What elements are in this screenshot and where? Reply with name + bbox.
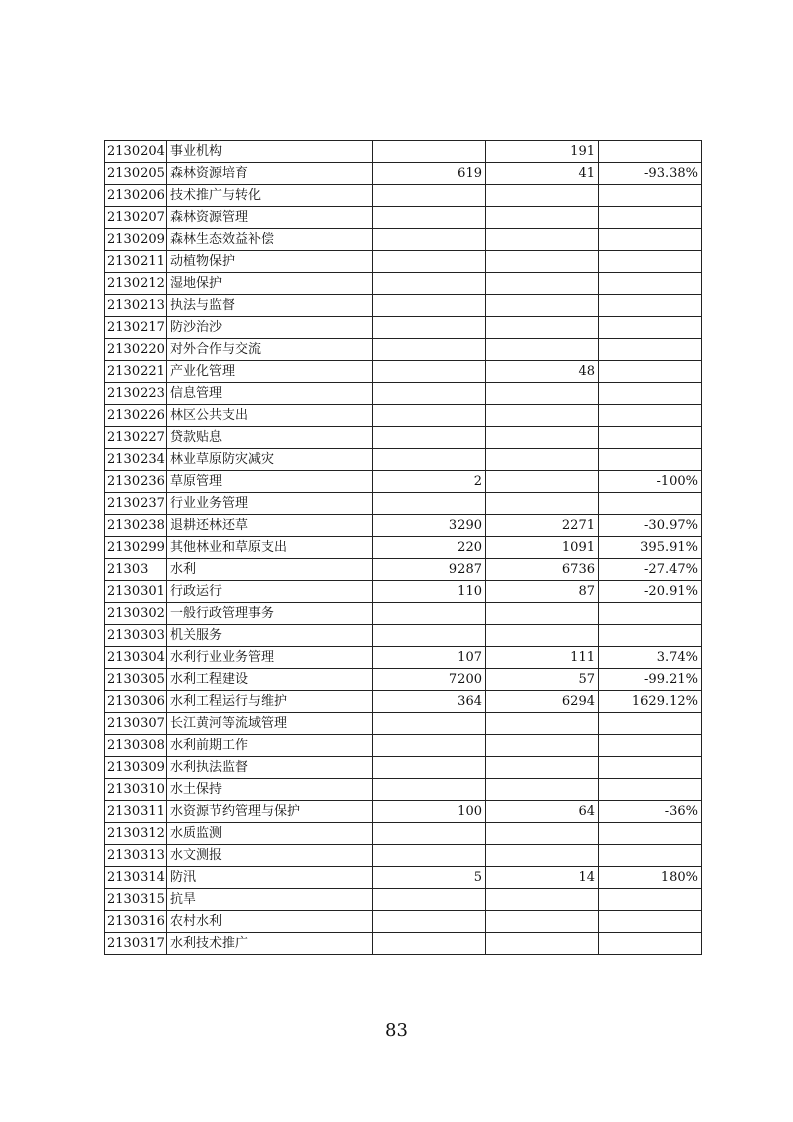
prior-year-amount-cell: 619 [373,163,486,185]
table-row [105,625,702,647]
prior-year-amount-cell [373,361,486,383]
item-name-cell: 林区公共支出 [167,405,373,427]
item-name-cell: 技术推广与转化 [167,185,373,207]
change-percent-cell [599,933,702,955]
current-year-amount-cell: 1091 [486,537,599,559]
current-year-amount-cell [486,229,599,251]
table-row [105,273,702,295]
item-code-cell: 2130301 [105,581,167,603]
change-percent-cell: 180% [599,867,702,889]
table-row [105,889,702,911]
table-row [105,251,702,273]
prior-year-amount-cell [373,603,486,625]
item-name-cell: 一般行政管理事务 [167,603,373,625]
item-code-cell: 2130212 [105,273,167,295]
item-code-cell: 2130221 [105,361,167,383]
item-code-cell: 2130309 [105,757,167,779]
prior-year-amount-cell: 100 [373,801,486,823]
current-year-amount-cell: 64 [486,801,599,823]
current-year-amount-cell: 14 [486,867,599,889]
change-percent-cell [599,251,702,273]
item-name-cell: 水利工程建设 [167,669,373,691]
item-code-cell: 2130206 [105,185,167,207]
item-code-cell: 2130317 [105,933,167,955]
table-row [105,911,702,933]
item-code-cell: 2130238 [105,515,167,537]
item-name-cell: 贷款贴息 [167,427,373,449]
prior-year-amount-cell: 220 [373,537,486,559]
table-row [105,493,702,515]
change-percent-cell [599,427,702,449]
prior-year-amount-cell [373,229,486,251]
current-year-amount-cell [486,889,599,911]
item-code-cell: 2130306 [105,691,167,713]
current-year-amount-cell: 48 [486,361,599,383]
prior-year-amount-cell: 5 [373,867,486,889]
change-percent-cell: -30.97% [599,515,702,537]
item-code-cell: 2130213 [105,295,167,317]
item-name-cell: 水利执法监督 [167,757,373,779]
current-year-amount-cell [486,471,599,493]
change-percent-cell [599,273,702,295]
change-percent-cell [599,383,702,405]
current-year-amount-cell [486,911,599,933]
table-row [105,647,702,669]
item-name-cell: 信息管理 [167,383,373,405]
prior-year-amount-cell: 364 [373,691,486,713]
table-row [105,295,702,317]
table-row [105,867,702,889]
item-name-cell: 水质监测 [167,823,373,845]
prior-year-amount-cell [373,933,486,955]
change-percent-cell: 1629.12% [599,691,702,713]
table-row [105,339,702,361]
item-name-cell: 对外合作与交流 [167,339,373,361]
item-name-cell: 动植物保护 [167,251,373,273]
item-code-cell: 2130211 [105,251,167,273]
prior-year-amount-cell [373,427,486,449]
table-row [105,823,702,845]
table-row [105,207,702,229]
table-row [105,361,702,383]
change-percent-cell [599,185,702,207]
current-year-amount-cell: 6294 [486,691,599,713]
current-year-amount-cell [486,207,599,229]
current-year-amount-cell [486,295,599,317]
item-code-cell: 2130315 [105,889,167,911]
table-row [105,515,702,537]
item-name-cell: 行业业务管理 [167,493,373,515]
current-year-amount-cell: 57 [486,669,599,691]
table-row [105,559,702,581]
change-percent-cell [599,229,702,251]
current-year-amount-cell [486,713,599,735]
current-year-amount-cell [486,779,599,801]
prior-year-amount-cell [373,779,486,801]
prior-year-amount-cell [373,845,486,867]
item-name-cell: 防汛 [167,867,373,889]
item-name-cell: 林业草原防灾减灾 [167,449,373,471]
item-code-cell: 2130310 [105,779,167,801]
item-name-cell: 水资源节约管理与保护 [167,801,373,823]
current-year-amount-cell: 41 [486,163,599,185]
table-row [105,317,702,339]
item-code-cell: 2130234 [105,449,167,471]
page-number: 83 [385,1020,408,1041]
item-code-cell: 2130312 [105,823,167,845]
prior-year-amount-cell [373,449,486,471]
change-percent-cell [599,603,702,625]
current-year-amount-cell [486,317,599,339]
current-year-amount-cell: 191 [486,141,599,163]
current-year-amount-cell: 111 [486,647,599,669]
prior-year-amount-cell [373,141,486,163]
table-row [105,735,702,757]
table-row [105,581,702,603]
item-name-cell: 水利 [167,559,373,581]
change-percent-cell [599,735,702,757]
prior-year-amount-cell [373,317,486,339]
change-percent-cell [599,889,702,911]
change-percent-cell [599,295,702,317]
prior-year-amount-cell [373,823,486,845]
current-year-amount-cell [486,625,599,647]
change-percent-cell [599,493,702,515]
current-year-amount-cell: 87 [486,581,599,603]
item-code-cell: 2130205 [105,163,167,185]
prior-year-amount-cell [373,339,486,361]
prior-year-amount-cell [373,757,486,779]
prior-year-amount-cell [373,625,486,647]
change-percent-cell [599,779,702,801]
table-row [105,779,702,801]
prior-year-amount-cell [373,185,486,207]
change-percent-cell: -99.21% [599,669,702,691]
table-row [105,845,702,867]
table-row [105,537,702,559]
item-code-cell: 2130316 [105,911,167,933]
prior-year-amount-cell: 3290 [373,515,486,537]
table-row [105,427,702,449]
change-percent-cell: 3.74% [599,647,702,669]
item-name-cell: 抗旱 [167,889,373,911]
prior-year-amount-cell: 2 [373,471,486,493]
table-row [105,713,702,735]
change-percent-cell [599,405,702,427]
table-row [105,383,702,405]
item-name-cell: 水利行业业务管理 [167,647,373,669]
current-year-amount-cell [486,427,599,449]
prior-year-amount-cell [373,493,486,515]
item-code-cell: 2130302 [105,603,167,625]
prior-year-amount-cell [373,911,486,933]
current-year-amount-cell [486,449,599,471]
item-name-cell: 水利工程运行与维护 [167,691,373,713]
change-percent-cell: -36% [599,801,702,823]
item-name-cell: 行政运行 [167,581,373,603]
budget-table-body [105,141,702,955]
table-row [105,185,702,207]
table-row [105,163,702,185]
table-row [105,141,702,163]
current-year-amount-cell [486,845,599,867]
item-code-cell: 2130299 [105,537,167,559]
prior-year-amount-cell [373,383,486,405]
item-code-cell: 2130313 [105,845,167,867]
item-name-cell: 水土保持 [167,779,373,801]
table-row [105,801,702,823]
item-name-cell: 退耕还林还草 [167,515,373,537]
current-year-amount-cell: 6736 [486,559,599,581]
item-name-cell: 机关服务 [167,625,373,647]
prior-year-amount-cell [373,295,486,317]
item-name-cell: 防沙治沙 [167,317,373,339]
prior-year-amount-cell [373,889,486,911]
item-code-cell: 2130226 [105,405,167,427]
table-row [105,471,702,493]
change-percent-cell [599,757,702,779]
change-percent-cell [599,713,702,735]
prior-year-amount-cell [373,251,486,273]
item-code-cell: 2130237 [105,493,167,515]
item-name-cell: 水文测报 [167,845,373,867]
current-year-amount-cell [486,603,599,625]
current-year-amount-cell [486,185,599,207]
change-percent-cell: -100% [599,471,702,493]
item-name-cell: 农村水利 [167,911,373,933]
item-code-cell: 2130305 [105,669,167,691]
budget-table [104,140,702,955]
prior-year-amount-cell [373,713,486,735]
table-row [105,405,702,427]
current-year-amount-cell [486,823,599,845]
table-row [105,691,702,713]
table-row [105,933,702,955]
change-percent-cell [599,339,702,361]
current-year-amount-cell [486,383,599,405]
change-percent-cell [599,141,702,163]
table-row [105,757,702,779]
change-percent-cell [599,911,702,933]
change-percent-cell: 395.91% [599,537,702,559]
current-year-amount-cell: 2271 [486,515,599,537]
change-percent-cell [599,317,702,339]
item-name-cell: 森林生态效益补偿 [167,229,373,251]
change-percent-cell [599,845,702,867]
current-year-amount-cell [486,339,599,361]
current-year-amount-cell [486,933,599,955]
item-name-cell: 森林资源培育 [167,163,373,185]
item-name-cell: 长江黄河等流域管理 [167,713,373,735]
item-name-cell: 水利技术推广 [167,933,373,955]
change-percent-cell [599,449,702,471]
item-code-cell: 2130227 [105,427,167,449]
current-year-amount-cell [486,405,599,427]
table-row [105,229,702,251]
item-code-cell: 2130304 [105,647,167,669]
prior-year-amount-cell: 107 [373,647,486,669]
item-code-cell: 2130209 [105,229,167,251]
prior-year-amount-cell: 7200 [373,669,486,691]
item-name-cell: 产业化管理 [167,361,373,383]
item-code-cell: 2130311 [105,801,167,823]
item-code-cell: 2130207 [105,207,167,229]
item-name-cell: 水利前期工作 [167,735,373,757]
item-code-cell: 21303 [105,559,167,581]
current-year-amount-cell [486,757,599,779]
table-row [105,603,702,625]
item-code-cell: 2130307 [105,713,167,735]
change-percent-cell [599,625,702,647]
table-row [105,669,702,691]
item-code-cell: 2130303 [105,625,167,647]
item-code-cell: 2130223 [105,383,167,405]
prior-year-amount-cell [373,735,486,757]
item-code-cell: 2130236 [105,471,167,493]
item-name-cell: 湿地保护 [167,273,373,295]
prior-year-amount-cell: 9287 [373,559,486,581]
change-percent-cell: -27.47% [599,559,702,581]
item-code-cell: 2130217 [105,317,167,339]
item-code-cell: 2130314 [105,867,167,889]
current-year-amount-cell [486,735,599,757]
change-percent-cell [599,207,702,229]
item-code-cell: 2130204 [105,141,167,163]
prior-year-amount-cell [373,207,486,229]
prior-year-amount-cell [373,405,486,427]
current-year-amount-cell [486,251,599,273]
change-percent-cell [599,361,702,383]
current-year-amount-cell [486,493,599,515]
item-name-cell: 执法与监督 [167,295,373,317]
item-name-cell: 事业机构 [167,141,373,163]
current-year-amount-cell [486,273,599,295]
item-name-cell: 森林资源管理 [167,207,373,229]
prior-year-amount-cell: 110 [373,581,486,603]
change-percent-cell: -93.38% [599,163,702,185]
item-name-cell: 其他林业和草原支出 [167,537,373,559]
item-code-cell: 2130220 [105,339,167,361]
item-name-cell: 草原管理 [167,471,373,493]
change-percent-cell: -20.91% [599,581,702,603]
change-percent-cell [599,823,702,845]
prior-year-amount-cell [373,273,486,295]
table-row [105,449,702,471]
item-code-cell: 2130308 [105,735,167,757]
